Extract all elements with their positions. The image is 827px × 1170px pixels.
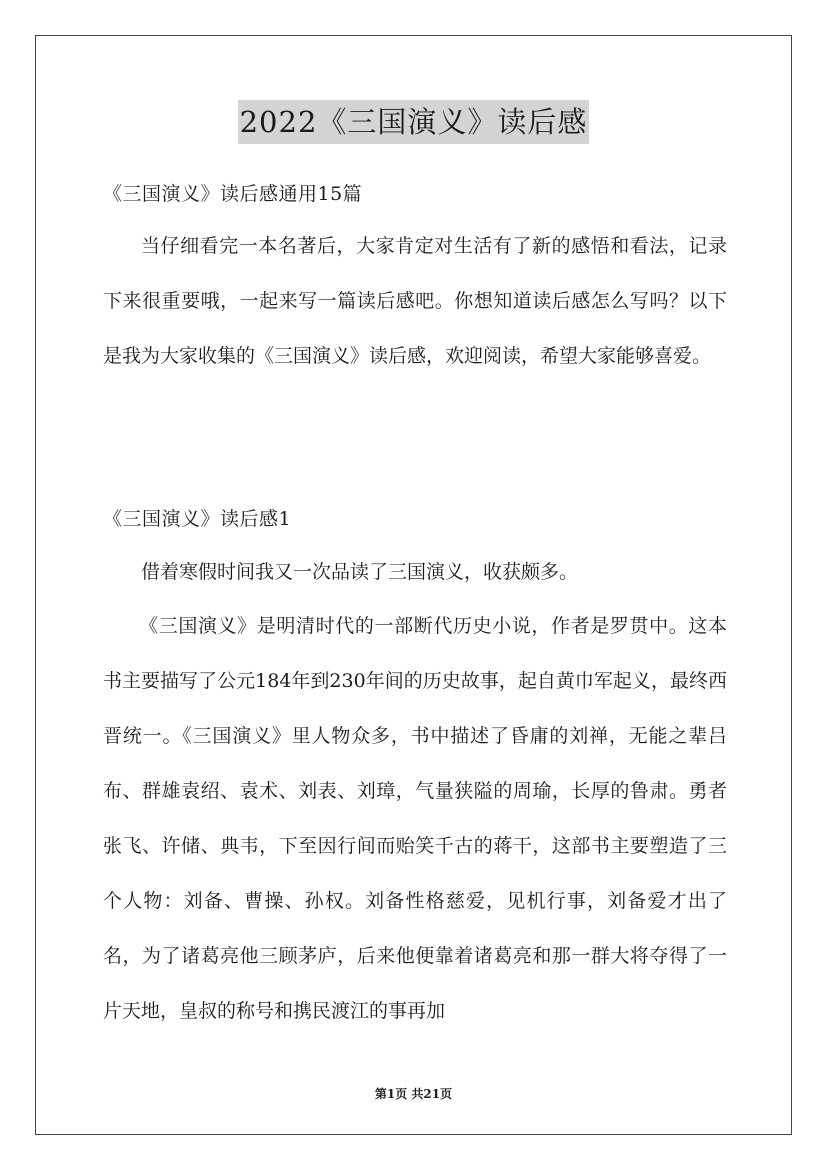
document-title: 2022《三国演义》读后感 [238,100,590,144]
intro-heading: 《三国演义》读后感通用15篇 [103,183,363,205]
title-container [0,100,827,144]
section-1-paragraph-2: 《三国演义》是明清时代的一部断代历史小说，作者是罗贯中。这本书主要描写了公元184年到230年间的历史故事，起自黄巾军起义，最终西晋统一。《三国演义》里人物众多，书中描述了昏庸的刘禅，无能之辈吕布、群雄袁绍、袁术、刘表、刘璋，气量狭隘的周瑜，长厚的鲁肃。勇者张飞、许储、典韦，下至因行间而贻笑千古的蒋干，这部书主要塑造了三个人物：刘备、曹操、孙权。刘备性格慈爱，见机行事，刘备爱才出了名，为了诸葛亮他三顾茅庐，后来他便靠着诸葛亮和那一群大将夺得了一片天地，皇叔的称号和携民渡江的事再加 [103,615,727,1022]
intro-paragraph: 当仔细看完一本名著后，大家肯定对生活有了新的感悟和看法，记录下来很重要哦，一起来写一篇读后感吧。你想知道读后感怎么写吗？以下是我为大家收集的《三国演义》读后感，欢迎阅读，希望大家能够喜爱。 [103,235,727,367]
page-number-footer: 第1页 共21页 [374,1087,453,1101]
section-1-heading: 《三国演义》读后感1 [103,508,292,530]
section-1-paragraph-1: 借着寒假时间我又一次品读了三国演义，收获颇多。 [141,561,579,583]
